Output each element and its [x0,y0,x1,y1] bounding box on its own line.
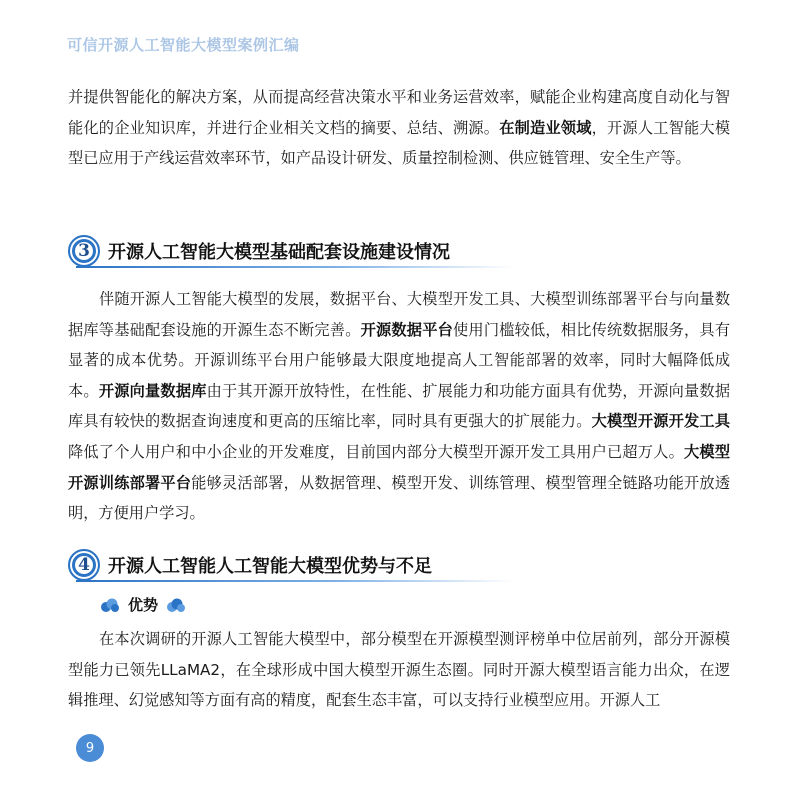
text-run: 使用门槛较低，相比传统数据服务，具有显著的成本优势。开源训练平台用户能够最大限度地提高人工智能部署的效率，同时大幅降低成本。 [68,320,731,400]
section-number: 4 [78,554,90,575]
text-run: 伴随开源人工智能大模型的发展，数据平台、大模型开发工具、大模型训练部署平台与向量数据库等基础配套设施的开源生态不断完善。 [68,290,730,339]
bold-term-dev-tools: 大模型开源开发工具 [591,412,731,431]
section-underline [76,266,514,268]
bold-term-data-platform: 开源数据平台 [360,320,454,339]
subsection-label: 优势 [128,596,159,614]
text-run: 并提供智能化的解决方案，从而提高经营决策水平和业务运营效率，赋能企业构建高度自动化与智能化的企业知识库，并进行企业相关文档的摘要、总结、溯源。 [68,88,730,137]
section-heading-3 [68,234,450,268]
cloud-icon [100,598,120,612]
bold-term-training-platform: 大模型开源训练部署平台 [68,442,731,492]
paragraph-infrastructure [68,284,730,529]
section-number-badge [68,235,100,267]
paragraph-industry-applications [68,82,730,174]
text-run: ，开源人工智能大模型已应用于产线运营效率环节，如产品设计研发、质量控制检测、供应链管理、安全生产等。 [68,118,731,168]
paragraph-advantages: 在本次调研的开源人工智能大模型中，部分模型在开源模型测评榜单中位居前列，部分开源模型能力已领先LLaMA2，在全球形成中国大模型开源生态圈。同时开源大模型语言能力出众，在逻辑推理、幻觉感知等方面有高的精度，配套生态丰富，可以支持行业模型应用。开源人工 [68,630,730,710]
text-run: 由于其开源开放特性，在性能、扩展能力和功能方面具有优势，开源向量数据库具有较快的数据查询速度和更高的压缩比率，同时具有更强大的扩展能力。 [68,381,731,431]
page-number-badge: 9 [76,734,104,762]
section-number-badge [68,549,100,581]
text-run: 能够灵活部署，从数据管理、模型开发、训练管理、模型管理全链路功能开放透明，方便用户学习。 [68,473,731,523]
bold-term-manufacturing: 在制造业领域 [499,118,592,137]
running-header: 可信开源人工智能大模型案例汇编 [67,36,300,54]
cloud-icon [166,598,186,612]
section-title: 开源人工智能人工智能大模型优势与不足 [108,556,432,577]
bold-term-vector-db: 开源向量数据库 [98,381,207,400]
section-title: 开源人工智能大模型基础配套设施建设情况 [108,242,450,263]
text-run: 降低了个人用户和中小企业的开发难度，目前国内部分大模型开源开发工具用户已超万人。 [68,442,685,461]
subsection-heading [100,594,186,615]
section-heading-4 [68,548,432,582]
section-number: 3 [78,240,90,261]
section-underline [76,580,514,582]
